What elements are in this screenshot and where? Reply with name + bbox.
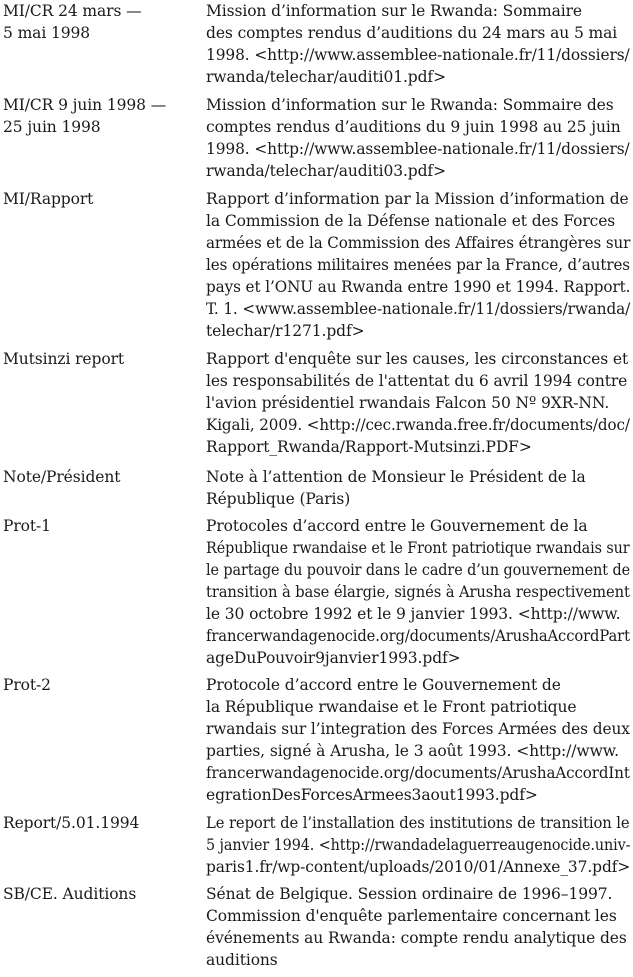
description-line: Le report de l’installation des institutions de transition le xyxy=(206,814,630,832)
entry-abbreviation xyxy=(3,94,198,138)
abbreviation-line: 25 juin 1998 xyxy=(3,118,101,136)
description-line: République (Paris) xyxy=(206,490,351,508)
description-line: transition à base élargie, signés à Arusha respectivement xyxy=(206,583,630,601)
description-line: événements au Rwanda: compte rendu analytique des xyxy=(206,929,627,947)
abbreviation-line: MI/CR 24 mars — xyxy=(3,2,142,20)
abbreviation-line: MI/CR 9 juin 1998 — xyxy=(3,96,167,114)
entry-description xyxy=(206,188,630,342)
description-line: auditions xyxy=(206,951,278,969)
description-line: 5 janvier 1994. <http://rwandadelaguerreaugenocide.univ- xyxy=(206,836,631,854)
abbreviation-line: Prot-1 xyxy=(3,517,51,535)
abbreviation-line: 5 mai 1998 xyxy=(3,24,91,42)
description-line: T. 1. <www.assemblee-nationale.fr/11/dossiers/rwanda/ xyxy=(206,300,631,318)
abbreviation-line: Report/5.01.1994 xyxy=(3,814,140,832)
description-line: le partage du pouvoir dans le cadre d’un gouvernement de xyxy=(206,561,631,579)
description-line: Protocoles d’accord entre le Gouvernement de la xyxy=(206,517,588,535)
abbreviation-line: Note/Président xyxy=(3,468,121,486)
abbreviation-line: SB/CE. Auditions xyxy=(3,885,137,903)
description-line: Mission d’information sur le Rwanda: Sommaire xyxy=(206,2,582,20)
description-line: rwanda/telechar/auditi01.pdf> xyxy=(206,68,446,86)
description-line: les opérations militaires menées par la France, d’autres xyxy=(206,256,630,274)
description-line: armées et de la Commission des Affaires étrangères sur xyxy=(206,234,631,252)
description-line: egrationDesForcesArmees3aout1993.pdf> xyxy=(206,786,538,804)
description-line: parties, signé à Arusha, le 3 août 1993. <http://www. xyxy=(206,742,619,760)
description-line: Note à l’attention de Monsieur le Président de la xyxy=(206,468,586,486)
description-line: Protocole d’accord entre le Gouvernement de xyxy=(206,676,561,694)
entry-abbreviation xyxy=(3,348,198,370)
description-line: le 30 octobre 1992 et le 9 janvier 1993. <http://www. xyxy=(206,605,621,623)
description-line: comptes rendus d’auditions du 9 juin 1998 au 25 juin xyxy=(206,118,621,136)
description-line: rwandais sur l’integration des Forces Armées des deux xyxy=(206,720,630,738)
description-line: la Commission de la Défense nationale et des Forces xyxy=(206,212,616,230)
entry-abbreviation xyxy=(3,188,198,210)
description-line: Rapport_Rwanda/Rapport-Mutsinzi.PDF> xyxy=(206,438,532,456)
entry-description xyxy=(206,348,630,458)
description-line: francerwandagenocide.org/documents/ArushaAccordInt xyxy=(206,764,630,782)
entry-description xyxy=(206,94,630,182)
description-line: Sénat de Belgique. Session ordinaire de 1996–1997. xyxy=(206,885,613,903)
entry-abbreviation xyxy=(3,466,198,488)
description-line: Kigali, 2009. <http://cec.rwanda.free.fr/documents/doc/ xyxy=(206,416,630,434)
abbreviation-line: Mutsinzi report xyxy=(3,350,125,368)
description-line: telechar/r1271.pdf> xyxy=(206,322,365,340)
description-line: Rapport d’information par la Mission d’information de xyxy=(206,190,629,208)
entry-abbreviation xyxy=(3,515,198,537)
description-line: 1998. <http://www.assemblee-nationale.fr/11/dossiers/ xyxy=(206,46,630,64)
entry-description xyxy=(206,466,630,510)
abbreviation-line: MI/Rapport xyxy=(3,190,94,208)
entry-description xyxy=(206,883,630,971)
entry-abbreviation xyxy=(3,812,198,834)
abbreviation-line: Prot-2 xyxy=(3,676,51,694)
description-line: pays et l’ONU au Rwanda entre 1990 et 1994. Rapport. xyxy=(206,278,631,296)
description-line: Rapport d'enquête sur les causes, les circonstances et xyxy=(206,350,629,368)
description-line: Commission d'enquête parlementaire concernant les xyxy=(206,907,617,925)
entry-abbreviation xyxy=(3,0,198,44)
description-line: ageDuPouvoir9janvier1993.pdf> xyxy=(206,649,461,667)
description-line: des comptes rendus d’auditions du 24 mars au 5 mai xyxy=(206,24,618,42)
entry-description xyxy=(206,515,630,669)
description-line: les responsabilités de l'attentat du 6 avril 1994 contre xyxy=(206,372,628,390)
entry-abbreviation xyxy=(3,674,198,696)
description-line: République rwandaise et le Front patriotique rwandais sur xyxy=(206,539,630,557)
entry-description xyxy=(206,812,630,878)
description-line: la République rwandaise et le Front patriotique xyxy=(206,698,577,716)
entry-description xyxy=(206,674,630,806)
entry-abbreviation xyxy=(3,883,198,905)
description-line: Mission d’information sur le Rwanda: Sommaire des xyxy=(206,96,614,114)
description-line: 1998. <http://www.assemblee-nationale.fr/11/dossiers/ xyxy=(206,140,630,158)
description-line: rwanda/telechar/auditi03.pdf> xyxy=(206,162,446,180)
description-line: francerwandagenocide.org/documents/ArushaAccordPart xyxy=(206,627,630,645)
description-line: l'avion présidentiel rwandais Falcon 50 Nº 9XR-NN. xyxy=(206,394,610,412)
entry-description xyxy=(206,0,630,88)
description-line: paris1.fr/wp-content/uploads/2010/01/Annexe_37.pdf> xyxy=(206,858,631,876)
